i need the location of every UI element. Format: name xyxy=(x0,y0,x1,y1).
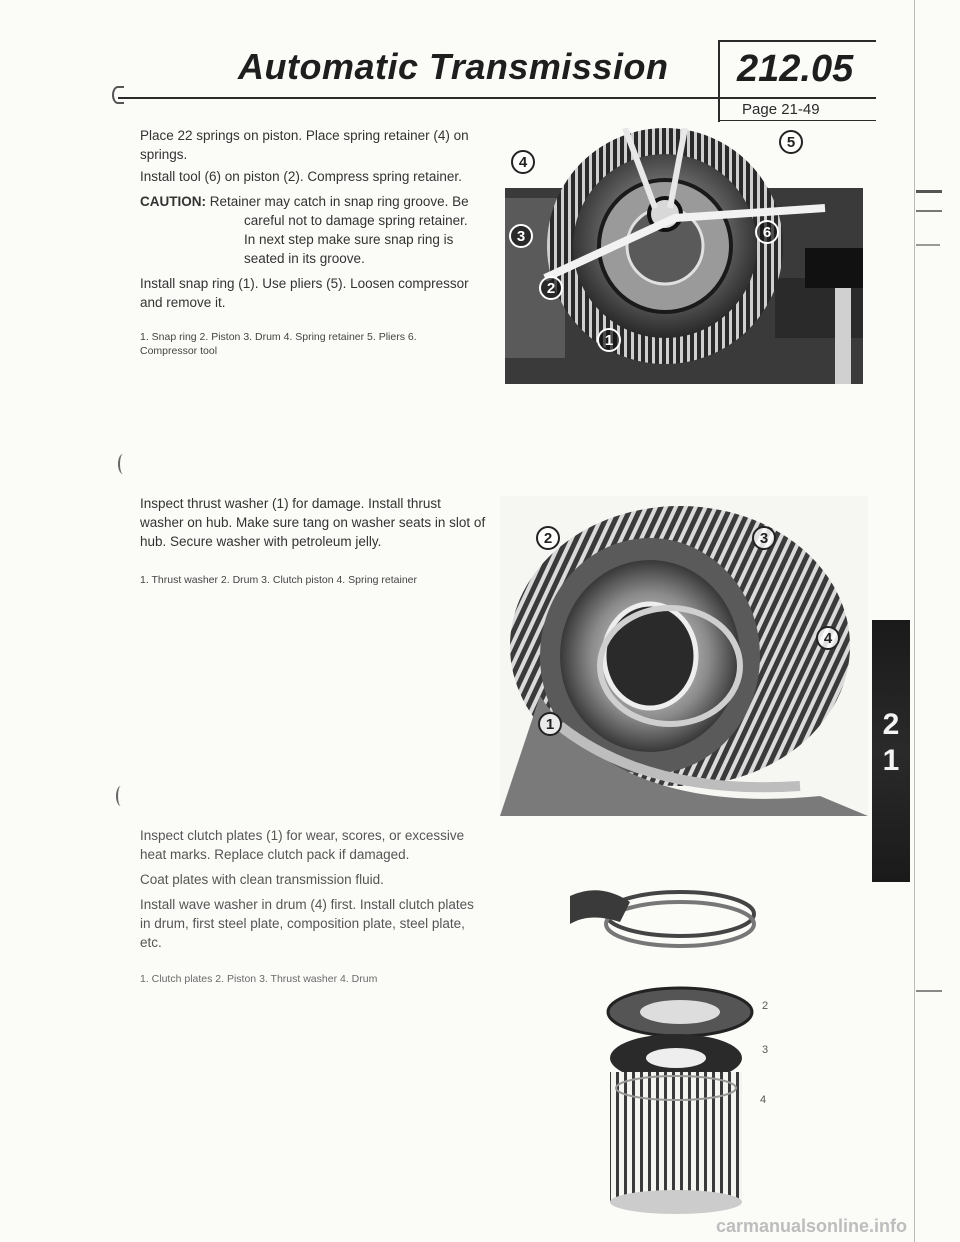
header-box-top-border xyxy=(718,40,876,42)
paragraph: Inspect clutch plates (1) for wear, scores, or excessive heat marks. Replace clutch pack if damaged. xyxy=(140,828,465,862)
page-edge-line xyxy=(914,0,915,1242)
caution-label: CAUTION: xyxy=(140,194,206,209)
paragraph: Install tool (6) on piston (2). Compress spring retainer. xyxy=(140,169,462,184)
binder-hole-mark xyxy=(116,786,126,806)
page-edge-mark xyxy=(916,210,942,212)
watermark: carmanualsonline.info xyxy=(716,1216,908,1236)
section-code: 212.05 xyxy=(737,48,854,90)
paragraph: Install wave washer in drum (4) first. Install clutch plates in drum, first steel plate, composition plate, steel plate, etc. xyxy=(140,897,474,950)
figure-caption: 1. Snap ring 2. Piston 3. Drum 4. Spring retainer 5. Pliers 6. Compressor tool xyxy=(140,331,417,357)
callout-3: 3 xyxy=(762,1044,769,1056)
callout-1: 1 xyxy=(597,328,621,352)
callout-1: 1 xyxy=(538,712,562,736)
callout-4: 4 xyxy=(760,1094,767,1106)
photo-piston-compressor xyxy=(505,128,863,384)
callout-3: 3 xyxy=(752,526,776,550)
photo-clutch-plates xyxy=(560,862,776,1214)
page-edge-mark xyxy=(916,244,940,246)
callout-4: 4 xyxy=(511,150,535,174)
callout-2: 2 xyxy=(536,526,560,550)
binder-hole-mark xyxy=(118,454,128,474)
page-edge-mark xyxy=(916,990,942,992)
photo-thrust-washer xyxy=(500,496,868,816)
callout-4: 4 xyxy=(816,626,840,650)
page-number: Page 21-49 xyxy=(742,101,820,118)
page-label-underline xyxy=(718,120,876,121)
chapter-tab-digit: 2 xyxy=(882,708,900,741)
section-2-text xyxy=(140,494,486,587)
callout-2: 2 xyxy=(762,1000,769,1012)
paragraph: Inspect thrust washer (1) for damage. Install thrust washer on hub. Make sure tang on washer seats in slot of hub. Secure washer with petroleum jelly. xyxy=(140,496,486,549)
caution-text: Retainer may catch in snap ring groove. Be careful not to damage spring retainer. In next step make sure snap ring is seated in its groove. xyxy=(209,194,469,266)
page-edge-mark xyxy=(916,190,942,193)
page-title: Automatic Transmission xyxy=(238,46,669,87)
header-box-left-border xyxy=(718,40,720,122)
photo-illustration xyxy=(505,128,863,384)
figure-caption: 1. Thrust washer 2. Drum 3. Clutch piston 4. Spring retainer xyxy=(140,574,418,586)
callout-5: 5 xyxy=(779,130,803,154)
section-1-text xyxy=(140,126,482,358)
chapter-tab xyxy=(872,620,910,882)
paragraph: Place 22 springs on piston. Place spring retainer (4) on springs. xyxy=(140,128,469,162)
figure-caption: 1. Clutch plates 2. Piston 3. Thrust washer 4. Drum xyxy=(140,973,378,985)
chapter-tab-digit: 1 xyxy=(882,744,900,777)
callout-3: 3 xyxy=(509,224,533,248)
section-3-text xyxy=(140,826,486,986)
header-rule xyxy=(118,97,876,99)
callout-6: 6 xyxy=(755,220,779,244)
binder-hole-mark xyxy=(112,86,124,104)
paragraph: Install snap ring (1). Use pliers (5). Loosen compressor and remove it. xyxy=(140,276,469,310)
paragraph: Coat plates with clean transmission fluid. xyxy=(140,872,384,887)
callout-2: 2 xyxy=(539,276,563,300)
photo-illustration xyxy=(560,862,776,1214)
caution-note xyxy=(140,192,482,268)
